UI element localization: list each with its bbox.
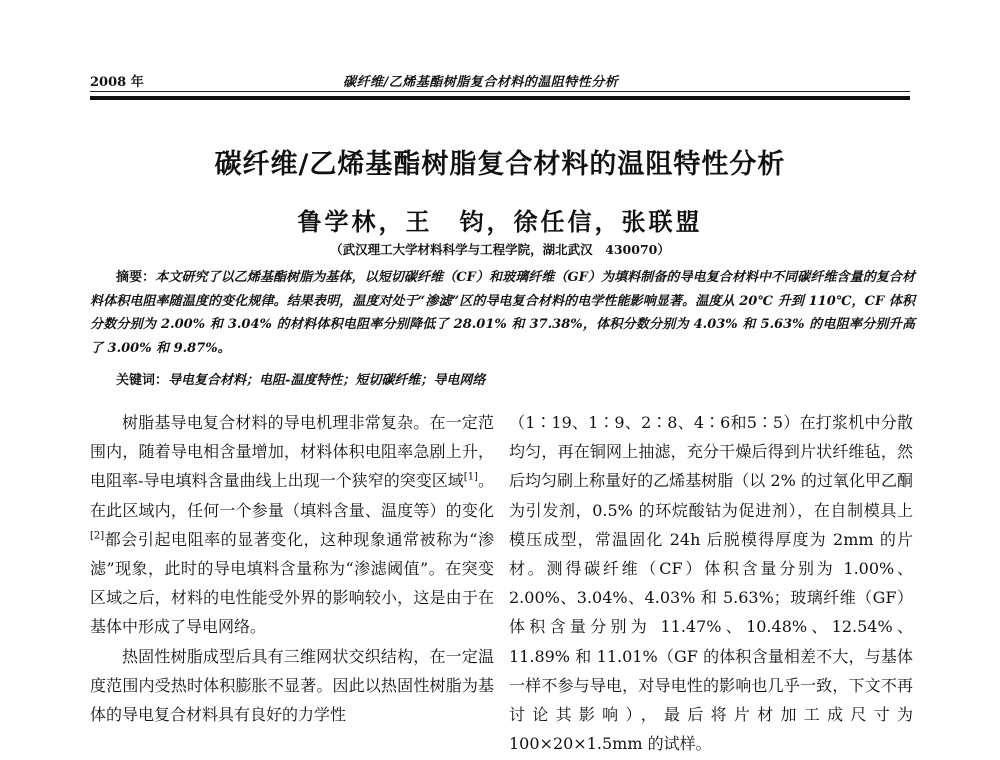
keywords-label: 关键词： — [116, 373, 169, 388]
left-p1-part3: 都会引起电阻率的显著变化，这种现象通常被称为“渗滤”现象，此时的导电填料含量称为“渗滤阈值”。在突变区域之后，材料的电性能受外界的影响较小，这是由于在基体中形成了导电网络。 — [90, 529, 494, 637]
keywords — [116, 369, 916, 388]
paper-title: 碳纤维/乙烯基酯树脂复合材料的温阻特性分析 — [214, 149, 786, 180]
paper-affiliation: （武汉理工大学材料科学与工程学院，湖北武汉 430070） — [330, 242, 670, 257]
running-header-title: 碳纤维/乙烯基酯树脂复合材料的温阻特性分析 — [343, 75, 619, 90]
right-column — [509, 408, 913, 758]
keywords-text: 导电复合材料；电阻-温度特性；短切碳纤维；导电网络 — [168, 373, 486, 388]
header-rule-thin — [90, 91, 910, 92]
abstract — [90, 266, 915, 360]
left-paragraph-1 — [90, 408, 494, 642]
abstract-text: 本文研究了以乙烯基酯树脂为基体，以短切碳纤维（CF）和玻璃纤维（GF）为填料制备的导电复合材料中不同碳纤维含量的复合材料体积电阻率随温度的变化规律。结果表明，温度对处于“渗滤”区的导电复合材料的电学性能影响显著。温度从 20℃ 升到 110℃，CF 体积分数分别为 2.00% 和 3.04% 的材料体积电阻率分别降低了 28.01% 和 37.38%，体积分数分别为 4.03% 和 5.63% 的电阻率分别升高了 3.00% 和 9.87%。 — [90, 270, 915, 356]
header-rule-thick — [90, 96, 910, 100]
citation-ref-2: [2] — [90, 530, 105, 542]
citation-ref-1: [1] — [463, 472, 478, 484]
left-column — [90, 408, 494, 729]
left-p1-part2: 。在此区域内，任何一个参量（填料含量、温度等）的变化 — [90, 471, 494, 520]
right-paragraph: （1∶19、1∶9、2∶8、4∶6和5∶5）在打浆机中分散均匀，再在铜网上抽滤，充分干燥后得到片状纤维毡，然后均匀刷上称量好的乙烯基树脂（以 2% 的过氧化甲乙酮为引发剂，0.5% 的环烷酸钴为促进剂），在自制模具上模压成型，常温固化 24h 后脱模得厚度为 2mm 的片材。测得碳纤维（CF）体积含量分别为 1.00%、2.00%、3.04%、4.03% 和 5.63%；玻璃纤维（GF）体积含量分别为 11.47%、10.48%、12.54%、11.89% 和 11.01%（GF 的体积含量相差不大，与基体一样不参与导电，对导电性的影响也几乎一致，下文不再讨论其影响），最后将片材加工成尺寸为 100×20×1.5mm 的试样。 — [509, 413, 913, 754]
left-p1-part1: 树脂基导电复合材料的导电机理非常复杂。在一定范围内，随着导电相含量增加，材料体积电阻率急剧上升，电阻率-导电填料含量曲线上出现一个狭窄的突变区域 — [90, 413, 494, 491]
paper-authors: 鲁学林，王 钧，徐任信，张联盟 — [297, 207, 703, 236]
running-header-year: 2008 年 — [90, 75, 144, 90]
abstract-label: 摘要： — [116, 270, 156, 285]
left-paragraph-2: 热固性树脂成型后具有三维网状交织结构，在一定温度范围内受热时体积膨胀不显著。因此以热固性树脂为基体的导电复合材料具有良好的力学性 — [90, 646, 494, 725]
